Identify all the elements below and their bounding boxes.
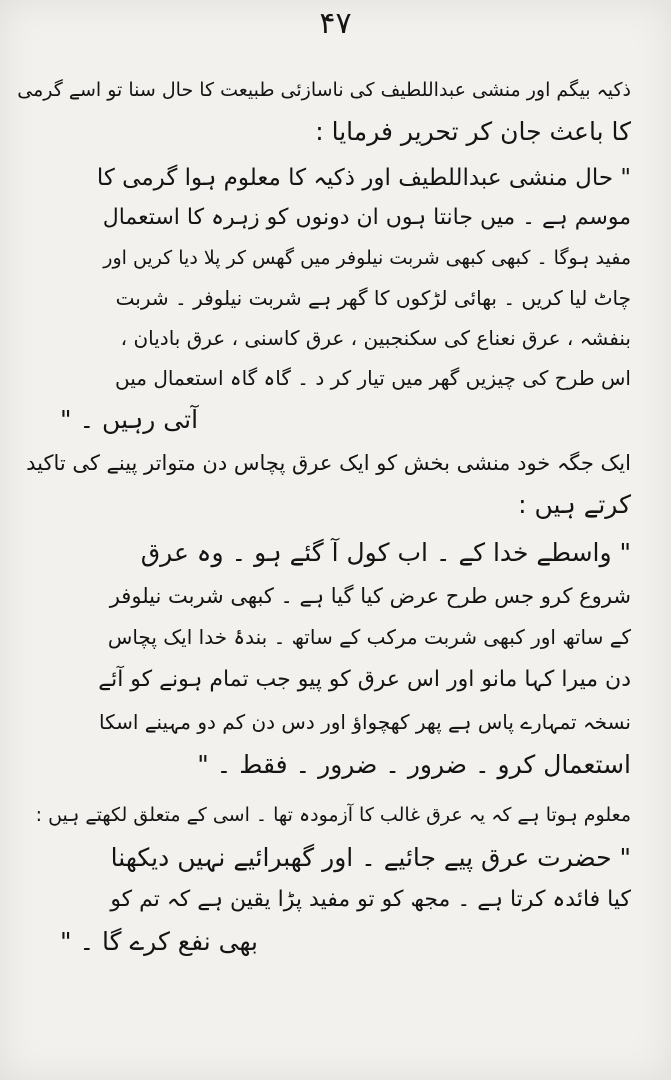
quote-line: آتی رہیں ۔ " (60, 405, 199, 434)
quote-line: بنفشہ ، عرق نعناع کی سکنجبین ، عرق کاسنی ، عرق بادیان ، (120, 326, 631, 350)
quote-line: " واسطے خدا کے ۔ اب کول آ گئے ہو ۔ وہ عرق (140, 538, 631, 567)
quote-line: کیا فائدہ کرتا ہے ۔ مجھ کو تو مفید پڑا یقین ہے کہ تم کو (110, 887, 631, 912)
text-line: ذکیہ بیگم اور منشی عبداللطیف کی ناسازئی طبیعت کا حال سنا تو اسے گرمی (17, 79, 631, 101)
quote-line: " حضرت عرق پیے جائیے ۔ اور گھبرائیے نہیں دیکھنا (110, 843, 631, 872)
quote-line: بھی نفع کرے گا ۔ " (60, 927, 258, 956)
text-line: ایک جگہ خود منشی بخش کو ایک عرق پچاس دن متواتر پینے کی تاکید (26, 451, 631, 475)
quote-line: کے ساتھ اور کبھی شربت مرکب کے ساتھ ۔ بندۂ خدا ایک پچاس (107, 625, 631, 649)
text-line: معلوم ہوتا ہے کہ یہ عرق غالب کا آزمودہ تھا ۔ اسی کے متعلق لکھتے ہیں : (35, 804, 631, 826)
quote-line: اس طرح کی چیزیں گھر میں تیار کر د ۔ گاہ گاہ استعمال میں (114, 366, 631, 390)
text-line: کا باعث جان کر تحریر فرمایا : (315, 117, 631, 146)
page-number: ۴۷ (319, 6, 352, 41)
quote-line: مفید ہوگا ۔ کبھی کبھی شربت نیلوفر میں گھس کر پلا دیا کریں اور (103, 247, 631, 269)
quote-line: شروع کرو جس طرح عرض کیا گیا ہے ۔ کبھی شربت نیلوفر (109, 584, 631, 608)
quote-line: استعمال کرو ۔ ضرور ۔ ضرور ۔ فقط ۔ " (197, 750, 631, 779)
text-line: کرتے ہیں : (518, 490, 631, 519)
quote-line: " حال منشی عبداللطیف اور ذکیہ کا معلوم ہوا گرمی کا (96, 165, 631, 191)
quote-line: نسخہ تمہارے پاس ہے پھر کھچواؤ اور دس دن کم دو مہینے اسکا (98, 710, 631, 734)
quote-line: چاٹ لیا کریں ۔ بھائی لڑکوں کا گھر ہے شربت نیلوفر ۔ شربت (115, 286, 631, 310)
quote-line: دن میرا کہا مانو اور اس عرق کو پیو جب تمام ہونے کو آئے (98, 667, 631, 692)
quote-line: موسم ہے ۔ میں جانتا ہوں ان دونوں کو زہرہ کا استعمال (102, 205, 631, 230)
